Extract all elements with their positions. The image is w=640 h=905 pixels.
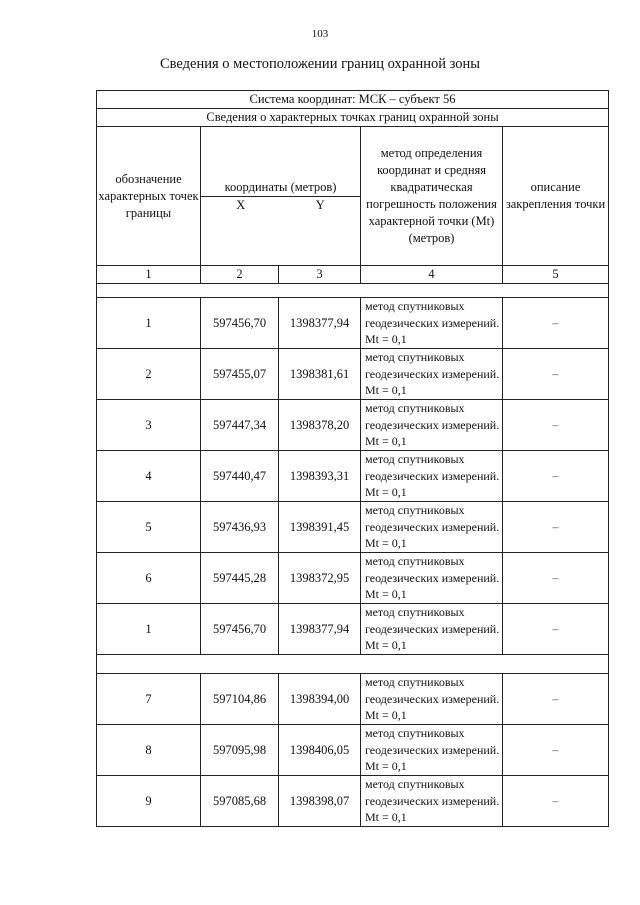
y-coordinate-cell: 1398381,61 bbox=[279, 349, 361, 400]
y-coordinate-cell: 1398372,95 bbox=[279, 553, 361, 604]
point-cell: 9 bbox=[97, 776, 201, 827]
y-coordinate-cell: 1398378,20 bbox=[279, 400, 361, 451]
section-title: Сведения о характерных точках границ охранной зоны bbox=[97, 109, 609, 127]
header-coordinates: координаты (метров) bbox=[201, 179, 360, 197]
method-cell: метод спутниковых геодезических измерений. Mt = 0,1 bbox=[361, 674, 503, 725]
table-row bbox=[97, 553, 609, 604]
point-cell: 8 bbox=[97, 725, 201, 776]
header-description: описание закрепления точки bbox=[503, 127, 609, 266]
method-cell: метод спутниковых геодезических измерений. Mt = 0,1 bbox=[361, 502, 503, 553]
method-cell: метод спутниковых геодезических измерений. Mt = 0,1 bbox=[361, 776, 503, 827]
header-point: обозначение характерных точек границы bbox=[97, 127, 201, 266]
description-cell: – bbox=[503, 604, 609, 655]
description-cell: – bbox=[503, 776, 609, 827]
coordinate-system: Система координат: МСК – субъект 56 bbox=[97, 91, 609, 109]
column-number: 3 bbox=[279, 266, 361, 284]
x-coordinate-cell: 597095,98 bbox=[201, 725, 279, 776]
x-coordinate-cell: 597455,07 bbox=[201, 349, 279, 400]
description-cell: – bbox=[503, 725, 609, 776]
header-y: Y bbox=[315, 197, 325, 212]
page-number: 103 bbox=[311, 28, 329, 40]
method-cell: метод спутниковых геодезических измерений. Mt = 0,1 bbox=[361, 349, 503, 400]
table-row bbox=[97, 604, 609, 655]
y-coordinate-cell: 1398377,94 bbox=[279, 298, 361, 349]
method-cell: метод спутниковых геодезических измерений. Mt = 0,1 bbox=[361, 604, 503, 655]
point-cell: 4 bbox=[97, 451, 201, 502]
point-cell: 3 bbox=[97, 400, 201, 451]
method-cell: метод спутниковых геодезических измерений. Mt = 0,1 bbox=[361, 298, 503, 349]
y-coordinate-cell: 1398398,07 bbox=[279, 776, 361, 827]
x-coordinate-cell: 597104,86 bbox=[201, 674, 279, 725]
boundary-points-table bbox=[96, 90, 609, 827]
table-row bbox=[97, 725, 609, 776]
method-cell: метод спутниковых геодезических измерений. Mt = 0,1 bbox=[361, 725, 503, 776]
y-coordinate-cell: 1398394,00 bbox=[279, 674, 361, 725]
table-row bbox=[97, 400, 609, 451]
table-row bbox=[97, 502, 609, 553]
method-cell: метод спутниковых геодезических измерений. Mt = 0,1 bbox=[361, 553, 503, 604]
x-coordinate-cell: 597085,68 bbox=[201, 776, 279, 827]
column-number: 4 bbox=[361, 266, 503, 284]
header-method: метод определения координат и средняя квадратическая погрешность положения характерной точки (Mt) (метров) bbox=[361, 127, 503, 266]
x-coordinate-cell: 597440,47 bbox=[201, 451, 279, 502]
header-x: X bbox=[236, 197, 246, 212]
y-coordinate-cell: 1398406,05 bbox=[279, 725, 361, 776]
y-coordinate-cell: 1398391,45 bbox=[279, 502, 361, 553]
table-row bbox=[97, 349, 609, 400]
point-cell: 1 bbox=[97, 298, 201, 349]
point-cell: 1 bbox=[97, 604, 201, 655]
description-cell: – bbox=[503, 400, 609, 451]
point-cell: 7 bbox=[97, 674, 201, 725]
column-number: 1 bbox=[97, 266, 201, 284]
x-coordinate-cell: 597447,34 bbox=[201, 400, 279, 451]
method-cell: метод спутниковых геодезических измерений. Mt = 0,1 bbox=[361, 400, 503, 451]
document-title: Сведения о местоположении границ охранной зоны bbox=[159, 56, 480, 72]
method-cell: метод спутниковых геодезических измерений. Mt = 0,1 bbox=[361, 451, 503, 502]
table-row bbox=[97, 776, 609, 827]
point-cell: 2 bbox=[97, 349, 201, 400]
description-cell: – bbox=[503, 451, 609, 502]
column-number: 5 bbox=[503, 266, 609, 284]
group-separator bbox=[97, 655, 609, 674]
x-coordinate-cell: 597445,28 bbox=[201, 553, 279, 604]
y-coordinate-cell: 1398377,94 bbox=[279, 604, 361, 655]
x-coordinate-cell: 597456,70 bbox=[201, 604, 279, 655]
description-cell: – bbox=[503, 502, 609, 553]
column-number: 2 bbox=[201, 266, 279, 284]
table-row bbox=[97, 451, 609, 502]
table-row bbox=[97, 298, 609, 349]
x-coordinate-cell: 597436,93 bbox=[201, 502, 279, 553]
table-row bbox=[97, 674, 609, 725]
description-cell: – bbox=[503, 553, 609, 604]
group-separator bbox=[97, 284, 609, 298]
point-cell: 6 bbox=[97, 553, 201, 604]
x-coordinate-cell: 597456,70 bbox=[201, 298, 279, 349]
description-cell: – bbox=[503, 674, 609, 725]
description-cell: – bbox=[503, 298, 609, 349]
description-cell: – bbox=[503, 349, 609, 400]
point-cell: 5 bbox=[97, 502, 201, 553]
y-coordinate-cell: 1398393,31 bbox=[279, 451, 361, 502]
